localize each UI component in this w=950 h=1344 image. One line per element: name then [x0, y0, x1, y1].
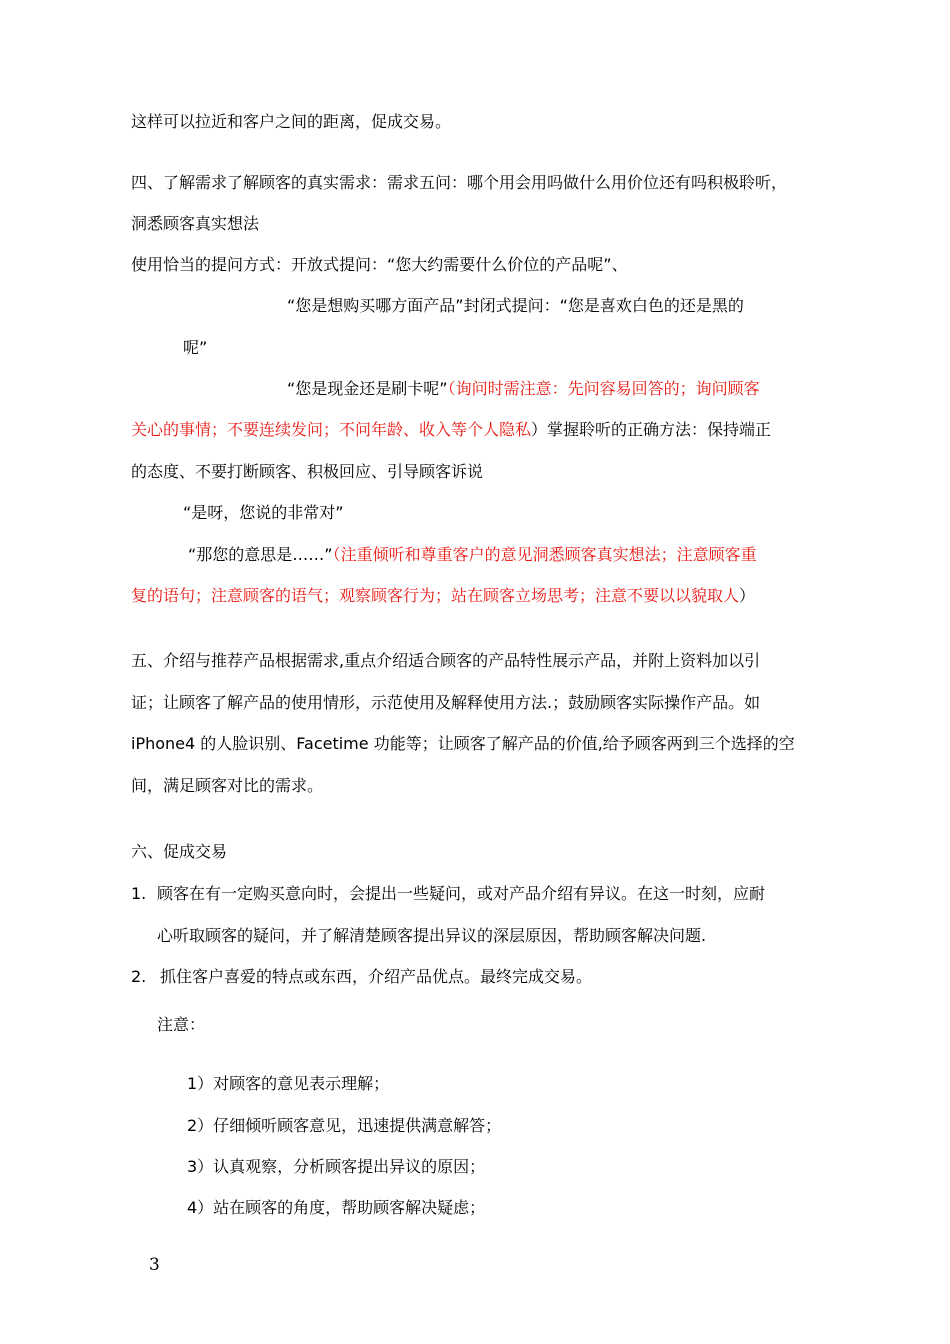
note-item: 1）对顾客的意见表示理解； [187, 1074, 390, 1093]
text-line: 使用恰当的提问方式：开放式提问：“您大约需要什么价位的产品呢”、 [131, 255, 628, 274]
text-line [131, 419, 771, 441]
list-item-number: 2. [131, 967, 147, 986]
body-text: ） [739, 586, 756, 605]
note-item: 3）认真观察，分析顾客提出异议的原因； [187, 1157, 486, 1176]
list-item: 顾客在有一定购买意向时，会提出一些疑问，或对产品介绍有异议。在这一时刻，应耐 [157, 884, 766, 903]
highlight-note: （询问时需注意：先问容易回答的；询问顾客 [447, 379, 760, 398]
section-four-heading: 四、了解需求了解顾客的真实需求：需求五问：哪个用会用吗做什么用价位还有吗积极聆听， [131, 173, 788, 192]
highlight-note: 复的语句；注意顾客的语气；观察顾客行为；站在顾客立场思考；注意不要以以貌取人 [131, 586, 740, 605]
text-line: “您是想购买哪方面产品”封闭式提问：“您是喜欢白色的还是黑的 [287, 296, 744, 315]
section-six-heading: 六、促成交易 [131, 842, 228, 861]
body-text: ）掌握聆听的正确方法：保持端正 [531, 420, 772, 439]
text-line: “是呀，您说的非常对” [183, 503, 344, 522]
section-five-heading: 五、介绍与推荐产品根据需求,重点介绍适合顾客的产品特性展示产品，并附上资料加以引 [131, 651, 761, 670]
note-item: 2）仔细倾听顾客意见，迅速提供满意解答； [187, 1116, 502, 1135]
text-line [287, 378, 760, 400]
text-line: 的态度、不要打断顾客、积极回应、引导顾客诉说 [131, 462, 484, 481]
quote-text: “那您的意思是……” [188, 545, 333, 564]
list-item-number: 1. [131, 884, 147, 903]
text-line: 间，满足顾客对比的需求。 [131, 776, 324, 795]
text-line: 呢” [183, 338, 208, 357]
quote-text: “您是现金还是刷卡呢” [287, 379, 448, 398]
text-line: iPhone4 的人脸识别、Facetime 功能等；让顾客了解产品的价值,给予顾客两到三个选择的空 [131, 734, 795, 753]
text-line: 证；让顾客了解产品的使用情形，示范使用及解释使用方法.；鼓励顾客实际操作产品。如 [131, 693, 761, 712]
text-line: 这样可以拉近和客户之间的距离，促成交易。 [131, 112, 452, 131]
text-line [131, 585, 755, 607]
text-line: 心听取顾客的疑问，并了解清楚顾客提出异议的深层原因，帮助顾客解决问题. [157, 926, 707, 945]
highlight-note: 关心的事情；不要连续发问；不问年龄、收入等个人隐私 [131, 420, 532, 439]
highlight-note: （注重倾听和尊重客户的意见洞悉顾客真实想法；注意顾客重 [332, 545, 757, 564]
text-line: 洞悉顾客真实想法 [131, 214, 260, 233]
note-item: 4）站在顾客的角度，帮助顾客解决疑虑； [187, 1198, 486, 1217]
list-item: 抓住客户喜爱的特点或东西，介绍产品优点。最终完成交易。 [160, 967, 593, 986]
text-line [188, 544, 757, 566]
page-number: 3 [149, 1255, 160, 1275]
note-label: 注意： [157, 1015, 206, 1034]
